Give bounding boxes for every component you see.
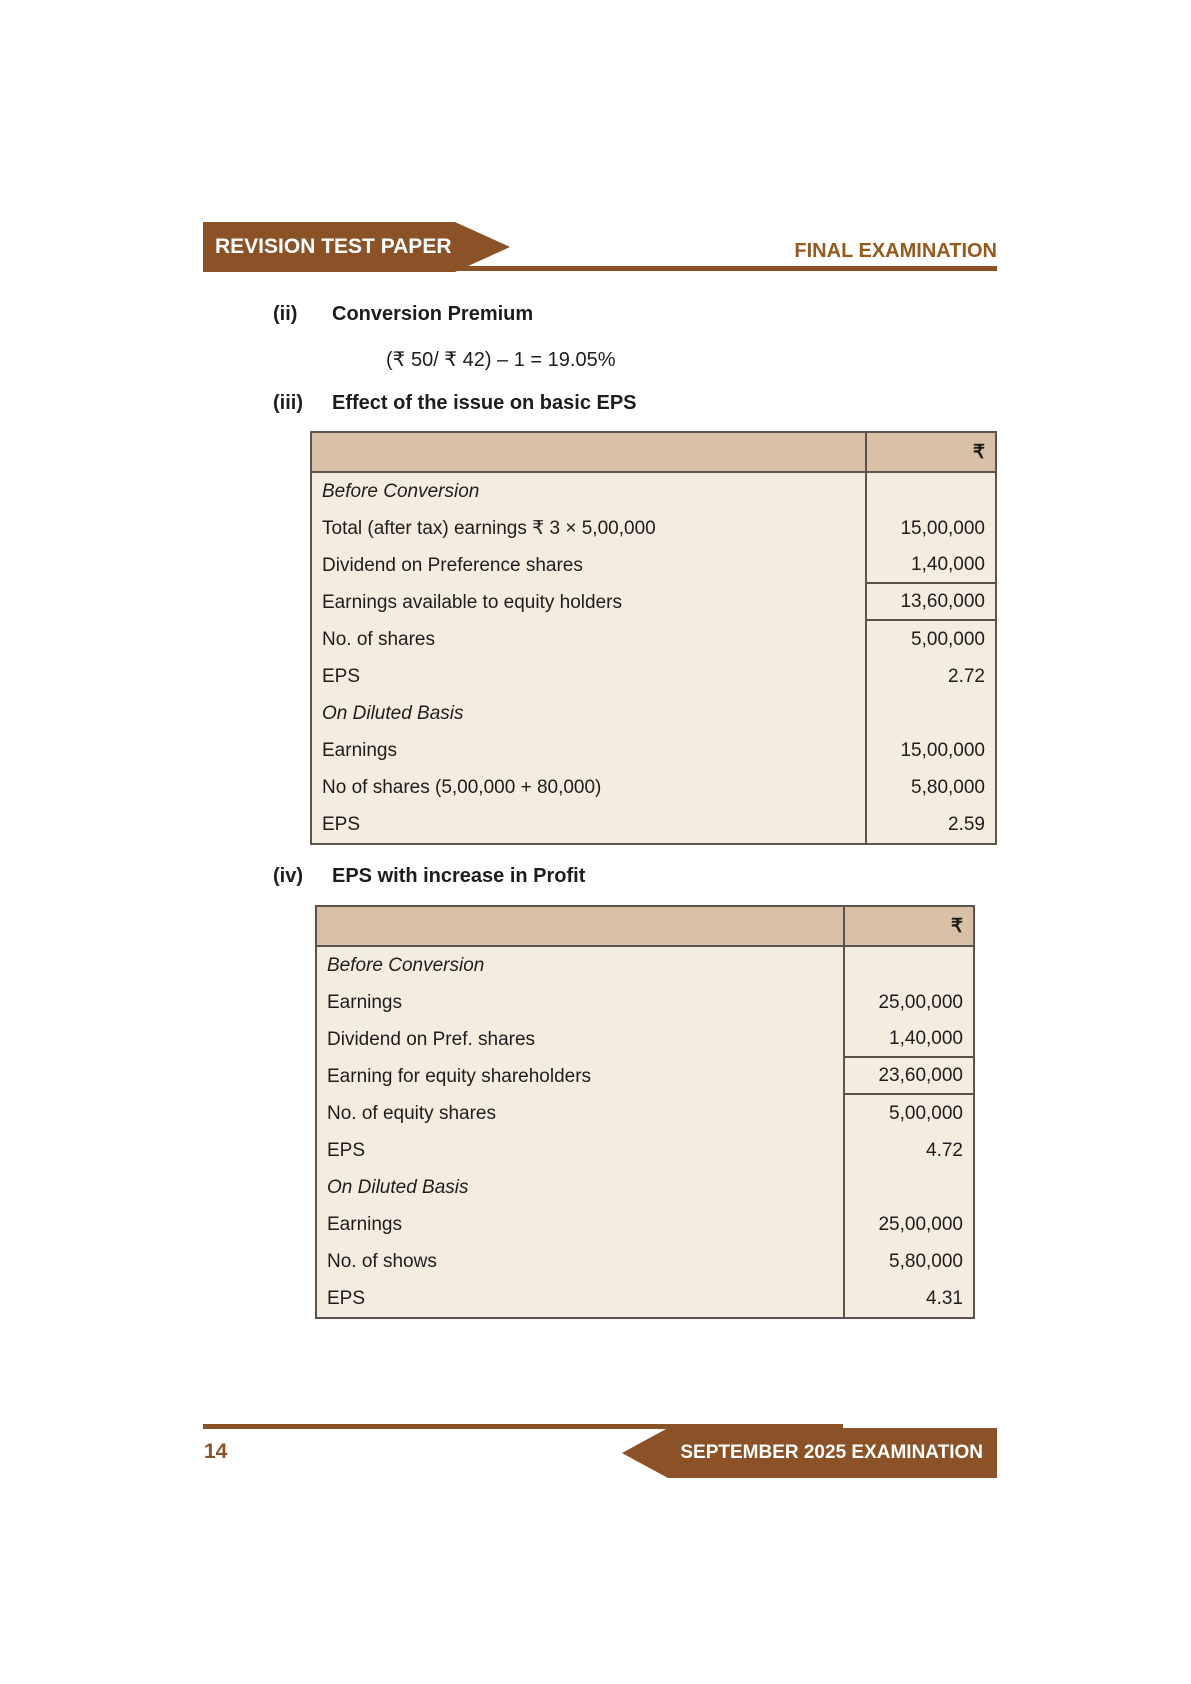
row-label: Earnings — [312, 732, 867, 769]
table-header-row — [317, 907, 973, 947]
table-row — [312, 732, 995, 769]
row-label: On Diluted Basis — [312, 695, 867, 732]
banner-arrow-icon — [622, 1428, 668, 1478]
row-value: 15,00,000 — [900, 517, 985, 539]
table-row — [317, 1021, 973, 1058]
footer-banner-label: SEPTEMBER 2025 EXAMINATION — [680, 1442, 983, 1463]
row-value: 1,40,000 — [845, 1021, 973, 1058]
table-row — [317, 1206, 973, 1243]
banner-arrow-icon — [455, 222, 510, 272]
row-value — [845, 947, 973, 984]
table-row — [312, 806, 995, 843]
row-value: 25,00,000 — [878, 991, 963, 1013]
table-row — [317, 1280, 973, 1317]
row-value: 4.31 — [926, 1287, 963, 1309]
row-label: Before Conversion — [312, 473, 867, 510]
row-label: No. of shows — [317, 1243, 845, 1280]
row-label: Total (after tax) earnings ₹ 3 × 5,00,000 — [312, 510, 867, 547]
row-label: EPS — [317, 1280, 845, 1317]
row-value: 5,80,000 — [911, 776, 985, 798]
row-label: No of shares (5,00,000 + 80,000) — [312, 769, 867, 806]
row-value: 23,60,000 — [845, 1058, 973, 1095]
table-row — [312, 510, 995, 547]
table-row — [312, 658, 995, 695]
footer-banner — [668, 1428, 997, 1478]
row-label: No. of shares — [312, 621, 867, 658]
row-value: 2.72 — [948, 665, 985, 687]
row-label: Dividend on Pref. shares — [317, 1021, 845, 1058]
header-label-cell — [312, 433, 867, 471]
header-banner — [203, 222, 455, 272]
header-right-label: FINAL EXAMINATION — [794, 240, 997, 262]
section-ii-heading — [273, 303, 533, 326]
row-label: Dividend on Preference shares — [312, 547, 867, 584]
row-value: 25,00,000 — [878, 1213, 963, 1235]
row-value — [867, 695, 995, 732]
header-banner-label: REVISION TEST PAPER — [215, 235, 452, 258]
section-iii-number: (iii) — [273, 392, 303, 414]
row-value: 13,60,000 — [867, 584, 995, 621]
eps-increase-profit-table — [315, 905, 975, 1319]
section-iii-heading — [273, 392, 637, 415]
row-label: Before Conversion — [317, 947, 845, 984]
row-value: 15,00,000 — [900, 739, 985, 761]
section-iv-title: EPS with increase in Profit — [332, 865, 586, 887]
row-value: 4.72 — [926, 1139, 963, 1161]
table-row — [312, 621, 995, 658]
table-header-row — [312, 433, 995, 473]
row-label: Earnings — [317, 1206, 845, 1243]
row-label: On Diluted Basis — [317, 1169, 845, 1206]
section-iii-title: Effect of the issue on basic EPS — [332, 392, 637, 414]
table-row — [317, 1132, 973, 1169]
table-row — [317, 1095, 973, 1132]
table-row — [317, 984, 973, 1021]
section-iv-heading — [273, 865, 585, 888]
row-label: EPS — [312, 658, 867, 695]
table-row — [317, 947, 973, 984]
row-value — [867, 473, 995, 510]
conversion-premium-formula: (₹ 50/ ₹ 42) – 1 = 19.05% — [386, 349, 616, 371]
table-row — [312, 695, 995, 732]
table-row — [312, 473, 995, 510]
table-row — [312, 769, 995, 806]
table-row — [312, 547, 995, 584]
row-value: 5,80,000 — [889, 1250, 963, 1272]
row-value: 5,00,000 — [911, 628, 985, 650]
footer-rule — [203, 1424, 843, 1429]
table-row — [312, 584, 995, 621]
rupee-header-cell: ₹ — [972, 441, 985, 463]
table-row — [317, 1169, 973, 1206]
row-label: EPS — [317, 1132, 845, 1169]
row-value — [845, 1169, 973, 1206]
row-label: Earnings — [317, 984, 845, 1021]
section-ii-title: Conversion Premium — [332, 303, 534, 325]
row-value: 1,40,000 — [867, 547, 995, 584]
rupee-header-cell: ₹ — [950, 915, 963, 937]
header-label-cell — [317, 907, 845, 945]
basic-eps-table — [310, 431, 997, 845]
row-value: 2.59 — [948, 813, 985, 835]
row-label: No. of equity shares — [317, 1095, 845, 1132]
row-label: Earning for equity shareholders — [317, 1058, 845, 1095]
row-label: Earnings available to equity holders — [312, 584, 867, 621]
row-label: EPS — [312, 806, 867, 843]
section-ii-number: (ii) — [273, 303, 298, 325]
table-row — [317, 1243, 973, 1280]
section-iv-number: (iv) — [273, 865, 303, 887]
table-row — [317, 1058, 973, 1095]
row-value: 5,00,000 — [889, 1102, 963, 1124]
page-number: 14 — [204, 1440, 228, 1463]
